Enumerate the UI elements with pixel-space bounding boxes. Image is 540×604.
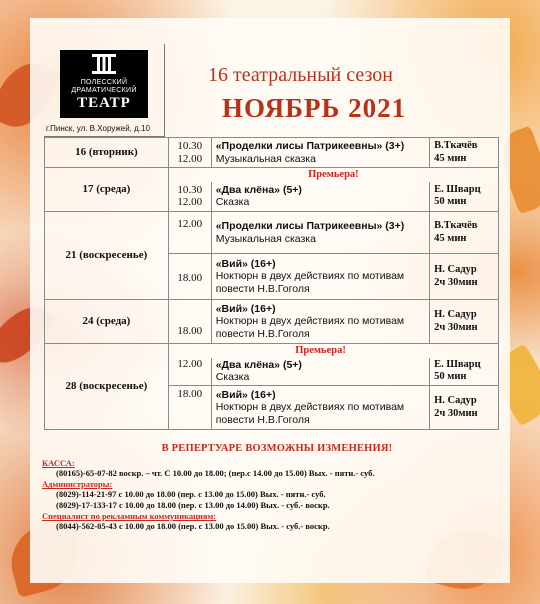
- time: 12.00: [177, 152, 203, 165]
- duration: 50 мин: [434, 371, 467, 383]
- date-cell: 28 (воскресенье): [45, 344, 169, 430]
- author-cell: [430, 182, 499, 212]
- duration: 2ч 30мин: [434, 276, 478, 288]
- date-cell: 17 (среда): [45, 168, 169, 212]
- column-icon: [90, 54, 118, 74]
- time: 18.00: [177, 388, 203, 400]
- play-genre: Ноктюрн в двух действиях по мотивам повести Н.В.Гоголя: [215, 401, 405, 426]
- play-cell: [211, 182, 429, 212]
- logo-line3: ТЕАТР: [77, 95, 131, 111]
- logo-line1: ПОЛЕССКИЙ: [80, 79, 128, 86]
- author: Н. Садур: [434, 309, 477, 320]
- admin-line: (8029)-17-133-17 с 10.00 до 18.00 (пер. с 13.00 до 14.00) Вых. - суб.- воскр.: [56, 500, 330, 510]
- kassa-line: (80165)-65-07-82 воскр. – чт. С 10.00 до 18.00; (пер.с 14.00 до 15.00) Вых. - пятн.- суб.: [56, 468, 375, 478]
- time-cell: [168, 358, 211, 386]
- author-cell: [430, 212, 499, 254]
- spacer-cell: [168, 344, 211, 358]
- play-title: «Два клёна» (5+): [215, 183, 302, 196]
- play-genre: Ноктюрн в двух действиях по мотивам повести Н.В.Гоголя: [215, 270, 405, 295]
- author-cell: [430, 386, 499, 430]
- ads-line: (8044)-562-05-43 с 10.00 до 18.00 (пер. с 13.00 до 15.00) Вых. - суб.- воскр.: [56, 521, 330, 531]
- time-cell: [168, 386, 211, 430]
- time-cell: [168, 212, 211, 254]
- time: 18.00: [177, 324, 203, 337]
- time: 18.00: [177, 272, 203, 284]
- table-row: [45, 168, 499, 182]
- ads-label: Специалист по рекламным коммуникациям:: [42, 511, 217, 521]
- time: 12.00: [177, 196, 203, 209]
- logo-area: [44, 44, 165, 137]
- table-row: [45, 138, 499, 168]
- play-genre: Ноктюрн в двух действиях по мотивам повести Н.В.Гоголя: [215, 315, 405, 340]
- time-cell: [168, 182, 211, 212]
- time-cell: [168, 254, 211, 300]
- date-cell: 21 (воскресенье): [45, 212, 169, 300]
- premiere-label: Премьера!: [168, 168, 498, 182]
- play-cell: [211, 138, 429, 168]
- theater-logo: [60, 50, 148, 118]
- time: 10.30: [177, 183, 203, 196]
- play-title: «Два клёна» (5+): [215, 358, 302, 371]
- premiere-label: Премьера!: [211, 344, 498, 358]
- play-title: «Вий» (16+): [215, 388, 276, 401]
- month-title: НОЯБРЬ 2021: [222, 93, 407, 123]
- author: Е. Шварц: [434, 183, 481, 195]
- author-cell: [430, 138, 499, 168]
- admin-label: Администраторы:: [42, 479, 113, 489]
- season-title: 16 театральный сезон: [208, 64, 393, 86]
- contact-notes: [42, 443, 512, 532]
- kassa-label: КАССА:: [42, 458, 75, 468]
- time: 12.00: [177, 357, 203, 370]
- duration: 50 мин: [434, 196, 467, 208]
- table-row: [45, 212, 499, 254]
- time: 10.30: [177, 140, 203, 152]
- author: В.Ткачёв: [434, 220, 478, 231]
- play-cell: [211, 300, 429, 344]
- duration: 2ч 30мин: [434, 321, 478, 333]
- play-genre: Сказка: [215, 196, 250, 209]
- time: 12.00: [177, 218, 203, 230]
- author: В.Ткачёв: [434, 140, 478, 151]
- play-title: «Вий» (16+): [215, 257, 276, 270]
- table-row: [45, 300, 499, 344]
- time-cell: [168, 300, 211, 344]
- logo-line2: ДРАМАТИЧЕСКИЙ: [71, 87, 137, 94]
- repertoire-warning: В РЕПЕРТУАРЕ ВОЗМОЖНЫ ИЗМЕНЕНИЯ!: [161, 443, 393, 454]
- play-cell: [211, 212, 429, 254]
- time-cell: [168, 138, 211, 168]
- author-cell: [430, 358, 499, 386]
- duration: 2ч 30мин: [434, 407, 478, 419]
- author: Е. Шварц: [434, 358, 481, 370]
- play-genre: Сказка: [215, 371, 250, 384]
- play-title: «Проделки лисы Патрикеевны» (3+): [215, 220, 405, 232]
- play-title: «Проделки лисы Патрикеевны» (3+): [215, 140, 405, 152]
- play-cell: [211, 358, 429, 386]
- play-genre: Музыкальная сказка: [215, 152, 316, 165]
- author-cell: [430, 300, 499, 344]
- author: Н. Садур: [434, 264, 477, 275]
- address: г.Пинск, ул. В.Хоружей, д.10: [46, 124, 150, 133]
- play-cell: [211, 254, 429, 300]
- play-genre: Музыкальная сказка: [215, 232, 316, 245]
- schedule-table: [44, 137, 499, 430]
- duration: 45 мин: [434, 232, 467, 244]
- admin-line: (8029)-114-21-97 с 10.00 до 18.00 (пер. с 13.00 до 15.00) Вых. - пятн.- суб.: [56, 489, 326, 499]
- author-cell: [430, 254, 499, 300]
- play-cell: [211, 386, 429, 430]
- play-title: «Вий» (16+): [215, 302, 276, 315]
- table-row: [45, 344, 499, 358]
- date-cell: 24 (среда): [45, 300, 169, 344]
- date-cell: 16 (вторник): [45, 138, 169, 168]
- author: Н. Садур: [434, 395, 477, 406]
- duration: 45 мин: [434, 152, 467, 164]
